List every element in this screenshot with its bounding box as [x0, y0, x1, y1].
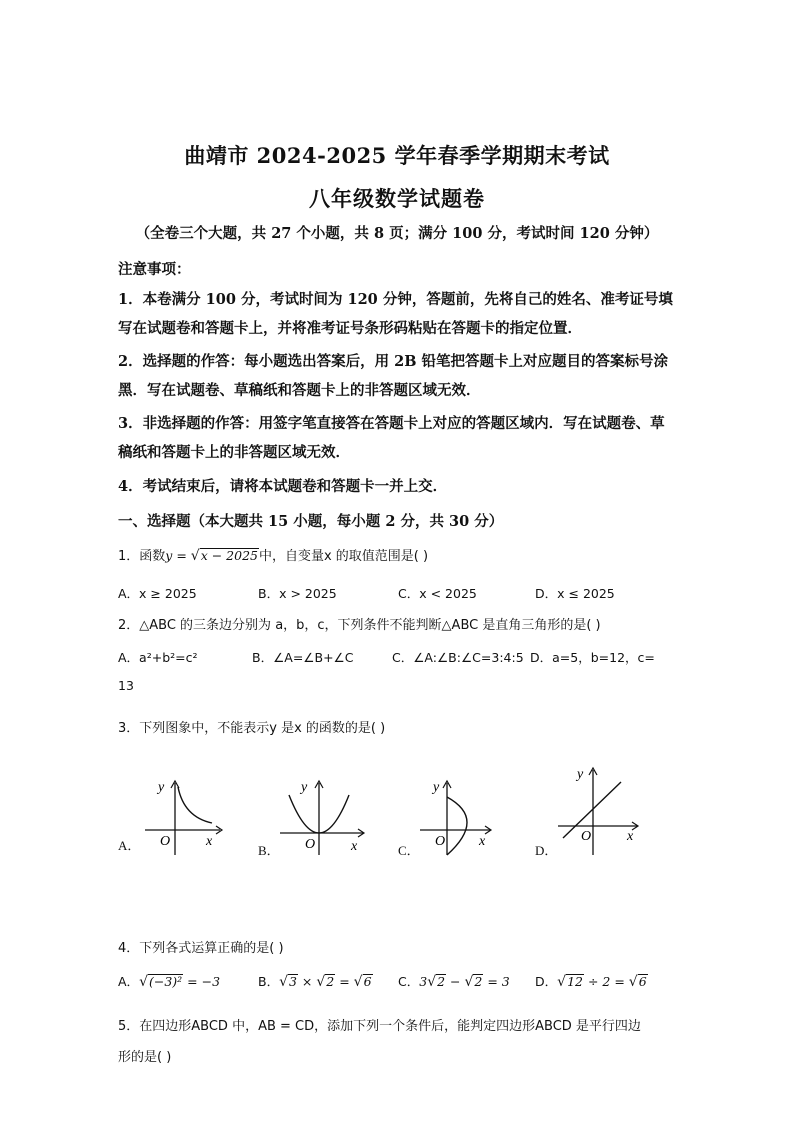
x-axis-label: x: [206, 834, 213, 849]
radicand: 2: [474, 974, 483, 989]
radicand: (−3)²: [148, 974, 183, 989]
q3-option-d-label[interactable]: D．: [535, 843, 558, 858]
question-1-radicand: x − 2025: [200, 548, 258, 563]
question-2: 2．△ABC 的三条边分别为 a，b，c，下列条件不能判断△ABC 是直角三角形的是( ): [118, 618, 601, 633]
notice-item: 1．本卷满分 100 分，考试时间为 120 分钟，答题前，先将自己的姓名、准考证号填写在试题卷和答题卡上，并将准考证号条形码粘贴在答题卡的指定位置．: [118, 291, 673, 337]
question-1-suffix: 中，自变量x 的取值范围是( ): [258, 549, 429, 564]
x-axis-label: x: [351, 839, 358, 854]
q3-option-b-label[interactable]: B．: [258, 843, 280, 858]
origin-label: O: [581, 829, 592, 844]
origin-label: O: [160, 834, 171, 849]
radicand: 2: [326, 974, 335, 989]
question-3: 3．下列图象中，不能表示y 是x 的函数的是( ): [118, 721, 386, 736]
question-1-prefix: 1．函数: [118, 549, 166, 564]
origin-label: O: [305, 837, 316, 852]
q1-option-d[interactable]: D．x ≤ 2025: [535, 586, 615, 601]
x-axis-label: x: [479, 834, 486, 849]
q4-option-d[interactable]: D．√12 ÷ 2 = √6: [535, 974, 647, 990]
option-rest: = −3: [183, 974, 221, 989]
q1-option-a[interactable]: A．x ≥ 2025: [118, 586, 197, 601]
option-label: C．: [398, 974, 420, 989]
notice-item: 4．考试结束后，请将本试题卷和答题卡一并上交．: [118, 478, 448, 495]
origin-label: O: [435, 834, 446, 849]
y-axis-label: y: [158, 780, 165, 795]
question-4: 4．下列各式运算正确的是( ): [118, 941, 284, 956]
q2-option-a[interactable]: A．a²+b²=c²: [118, 650, 198, 665]
operator: ×: [297, 974, 317, 989]
notice-heading: 注意事项：: [118, 261, 191, 278]
option-label: B．: [258, 974, 280, 989]
q4-option-b[interactable]: B．√3 × √2 = √6: [258, 974, 372, 990]
q3-option-a-label[interactable]: A．: [118, 838, 141, 853]
question-5-line2: 形的是( ): [118, 1050, 172, 1065]
exam-info: （全卷三个大题，共 27 个小题，共 8 页；满分 100 分，考试时间 120 分钟）: [135, 225, 659, 242]
q2-option-d[interactable]: D．a=5，b=12，c=: [530, 650, 655, 665]
q4-option-a[interactable]: A．√(−3)² = −3: [118, 974, 221, 990]
radicand: 6: [638, 974, 647, 989]
q3-option-c-label[interactable]: C．: [398, 843, 420, 858]
q3-graph-b[interactable]: [275, 775, 370, 860]
exam-subject-title: 八年级数学试题卷: [309, 186, 485, 211]
y-axis-label: y: [301, 780, 308, 795]
q2-option-d-continued: 13: [118, 678, 134, 693]
q4-option-c[interactable]: C．3√2 − √2 = 3: [398, 974, 510, 990]
q1-option-b[interactable]: B．x > 2025: [258, 586, 337, 601]
q1-option-c[interactable]: C．x < 2025: [398, 586, 477, 601]
question-1: 1．函数y = √x − 2025中，自变量x 的取值范围是( ): [118, 548, 429, 564]
coefficient: 3: [419, 974, 428, 989]
operator: ÷ 2 =: [583, 974, 629, 989]
q2-option-b[interactable]: B．∠A=∠B+∠C: [252, 650, 354, 665]
q3-graph-c[interactable]: [415, 775, 500, 860]
q3-graph-d[interactable]: [555, 760, 650, 860]
operator: = 3: [483, 974, 510, 989]
x-axis-label: x: [627, 829, 634, 844]
option-label: A．: [118, 974, 140, 989]
option-label: D．: [535, 974, 558, 989]
question-1-formula-lhs: y =: [165, 548, 191, 563]
operator: =: [335, 974, 354, 989]
q2-option-c[interactable]: C．∠A:∠B:∠C=3:4:5: [392, 650, 524, 665]
notice-item: 3．非选择题的作答：用签字笔直接答在答题卡上对应的答题区域内．写在试题卷、草稿纸和答题卡上的非答题区域无效．: [118, 415, 665, 461]
question-5-line1: 5．在四边形ABCD 中，AB = CD，添加下列一个条件后，能判定四边形ABCD 是平行四边: [118, 1019, 641, 1034]
radicand: 12: [567, 974, 583, 989]
radicand: 6: [363, 974, 372, 989]
radicand: 2: [437, 974, 446, 989]
y-axis-label: y: [577, 767, 584, 782]
q3-graph-a[interactable]: [140, 775, 230, 860]
exam-title: 曲靖市 2024-2025 学年春季学期期末考试: [184, 143, 610, 168]
y-axis-label: y: [433, 780, 440, 795]
radicand: 3: [289, 974, 297, 989]
section-heading: 一、选择题（本大题共 15 小题，每小题 2 分，共 30 分）: [118, 513, 504, 530]
notice-item: 2．选择题的作答：每小题选出答案后，用 2B 铅笔把答题卡上对应题目的答案标号涂黑．写在试题卷、草稿纸和答题卡上的非答题区域无效．: [118, 353, 669, 399]
operator: −: [446, 974, 465, 989]
